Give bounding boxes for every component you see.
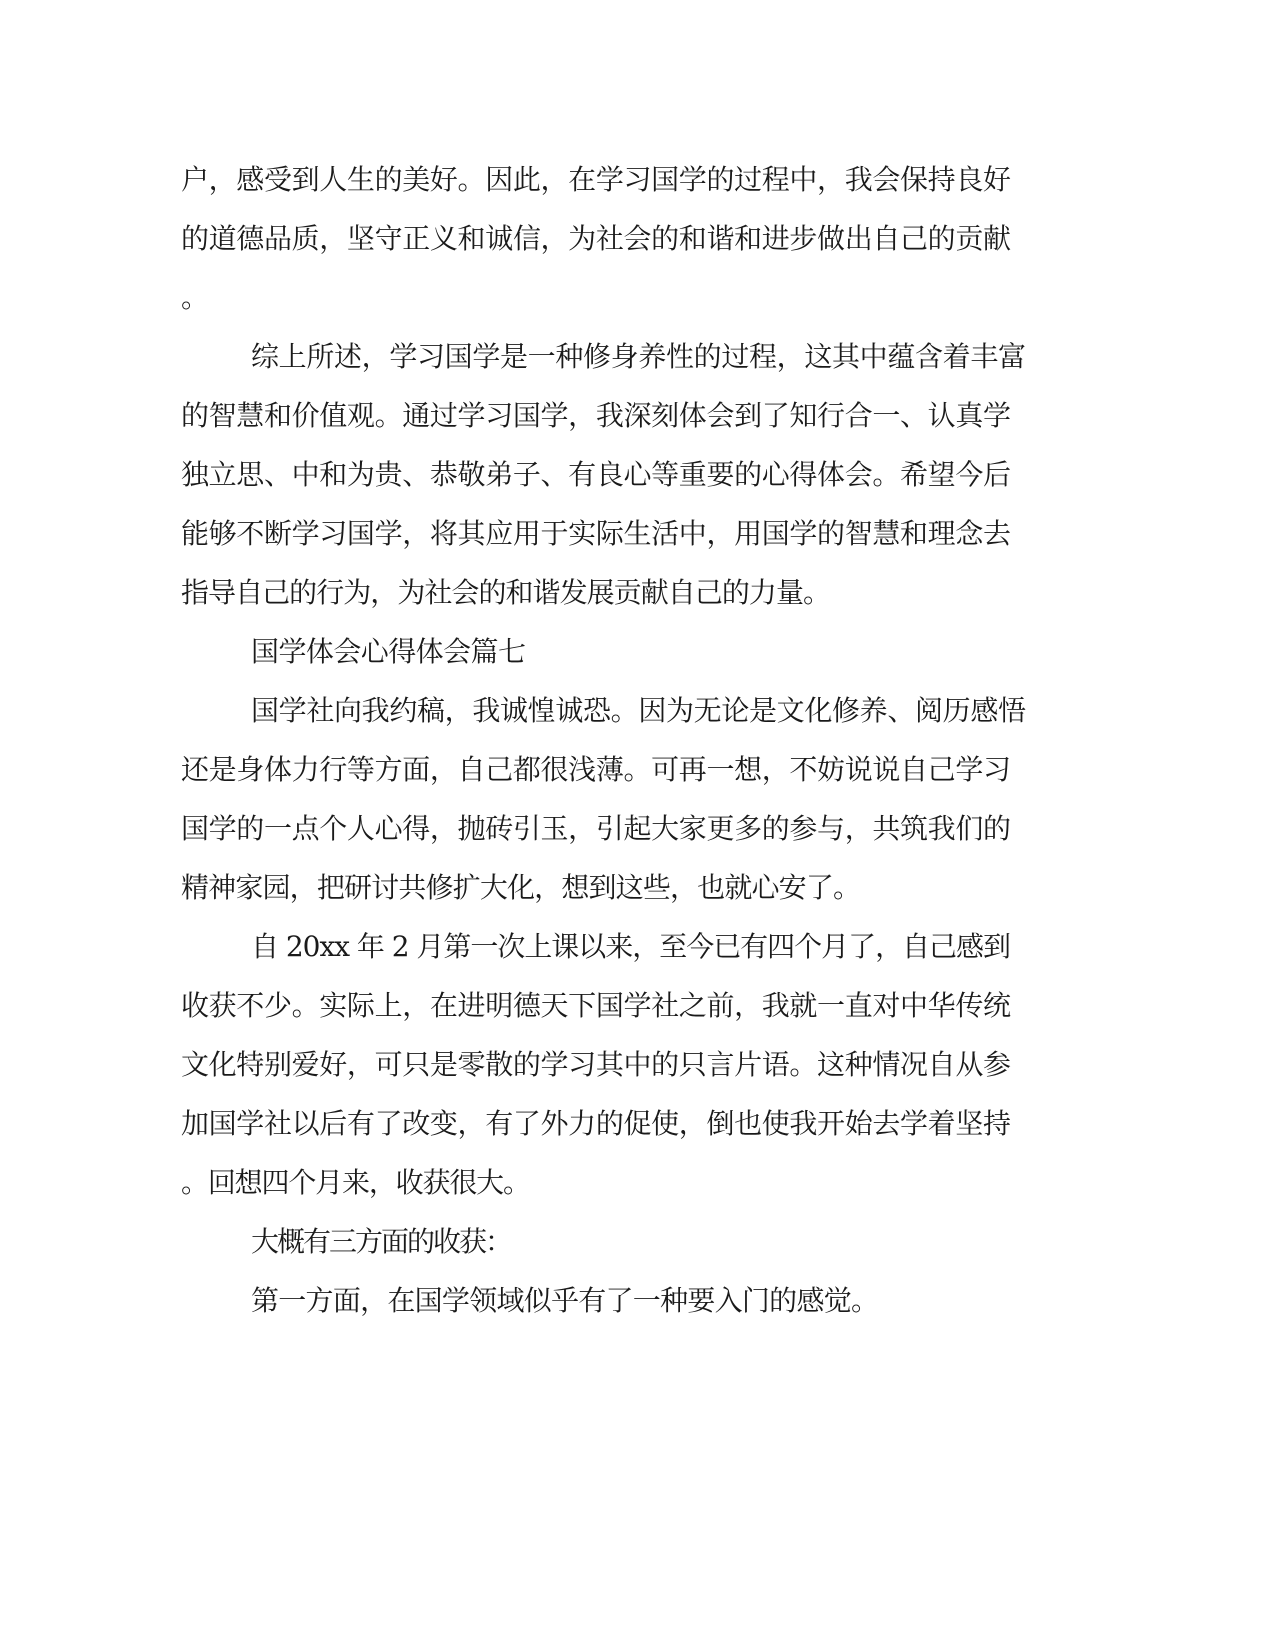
- text-line: 能够不断学习国学，将其应用于实际生活中，用国学的智慧和理念去: [181, 517, 1011, 550]
- text-line: 户，感受到人生的美好。因此，在学习国学的过程中，我会保持良好: [181, 163, 1011, 196]
- text-line: 文化特别爱好，可只是零散的学习其中的只言片语。这种情况自从参: [181, 1048, 1011, 1081]
- section-heading: 国学体会心得体会篇七: [251, 635, 526, 668]
- text-line: 。回想四个月来，收获很大。: [181, 1166, 530, 1199]
- text-line: 还是身体力行等方面，自己都很浅薄。可再一想，不妨说说自己学习: [181, 753, 1011, 786]
- text-line: 国学社向我约稿，我诚惶诚恐。因为无论是文化修养、阅历感悟: [251, 694, 1026, 727]
- text-line: 的智慧和价值观。通过学习国学，我深刻体会到了知行合一、认真学: [181, 399, 1011, 432]
- text-line: 独立思、中和为贵、恭敬弟子、有良心等重要的心得体会。希望今后: [181, 458, 1011, 491]
- text-line: 的道德品质，坚守正义和诚信，为社会的和谐和进步做出自己的贡献: [181, 222, 1011, 255]
- text-line: 指导自己的行为，为社会的和谐发展贡献自己的力量。: [181, 576, 831, 609]
- text-line: 自 20xx 年 2 月第一次上课以来，至今已有四个月了，自己感到: [251, 930, 1010, 963]
- text-line: 加国学社以后有了改变，有了外力的促使，倒也使我开始去学着坚持: [181, 1107, 1011, 1140]
- text-line: 大概有三方面的收获：: [251, 1225, 511, 1258]
- text-line: 精神家园，把研讨共修扩大化，想到这些，也就心安了。: [181, 871, 861, 904]
- text-line: 第一方面，在国学领域似乎有了一种要入门的感觉。: [251, 1284, 879, 1317]
- text-line: 。: [181, 281, 210, 314]
- text-line: 收获不少。实际上，在进明德天下国学社之前，我就一直对中华传统: [181, 989, 1011, 1022]
- text-line: 国学的一点个人心得，抛砖引玉，引起大家更多的参与，共筑我们的: [181, 812, 1011, 845]
- text-line: 综上所述，学习国学是一种修身养性的过程，这其中蕴含着丰富: [251, 340, 1026, 373]
